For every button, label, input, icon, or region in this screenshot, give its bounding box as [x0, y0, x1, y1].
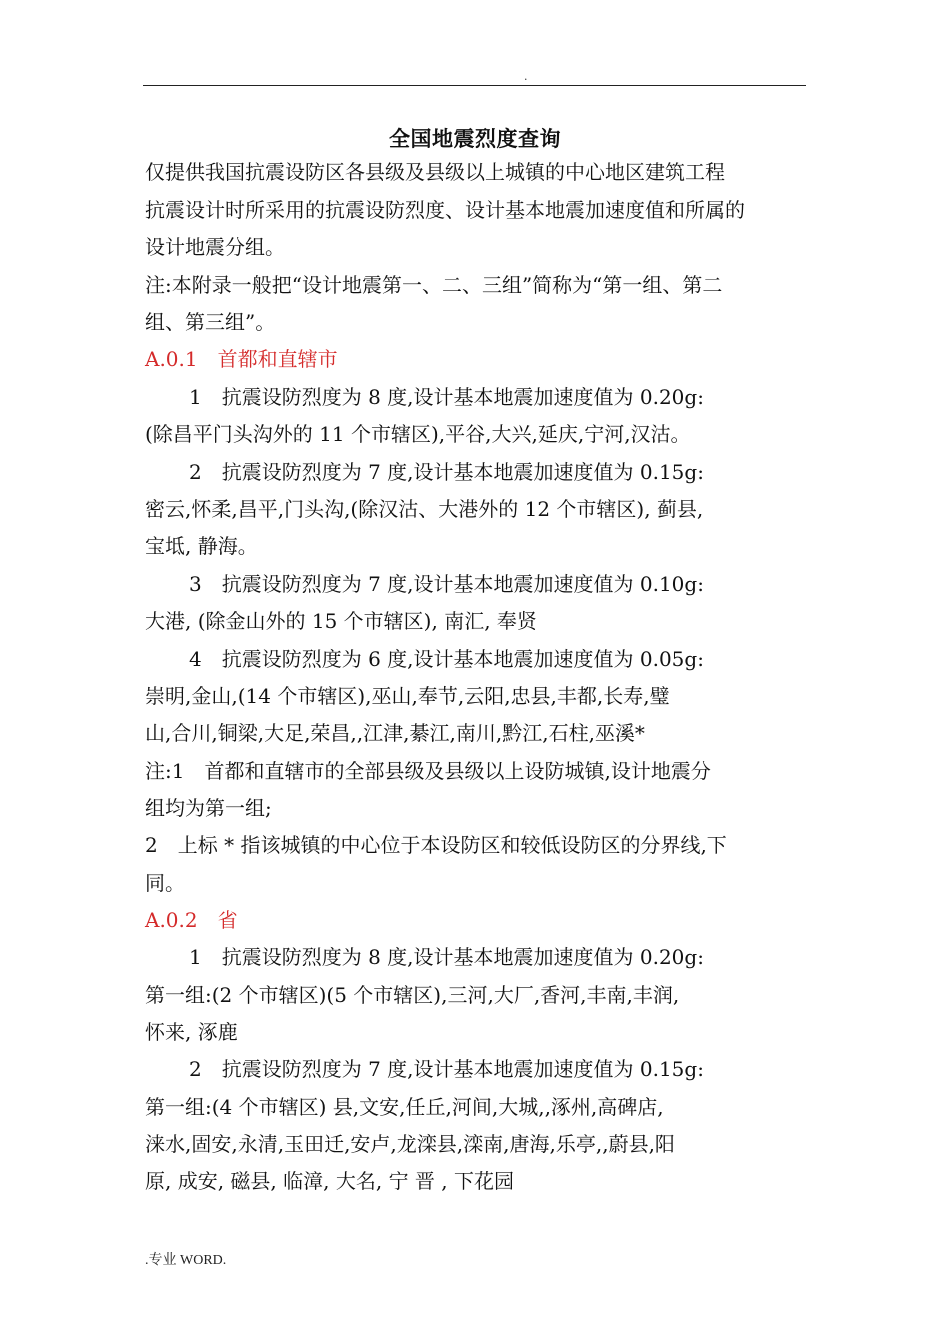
- note-line: 注:本附录一般把“设计地震第一、二、三组”简称为“第一组、第二: [145, 273, 723, 297]
- item-heading: 2 抗震设防烈度为 7 度,设计基本地震加速度值为 0.15g:: [189, 1057, 704, 1081]
- item-text: 大港, (除金山外的 15 个市辖区), 南汇, 奉贤: [145, 609, 537, 633]
- paragraph-line: 仅提供我国抗震设防区各县级及县级以上城镇的中心地区建筑工程: [145, 160, 725, 184]
- item-text: 第一组:(2 个市辖区)(5 个市辖区),三河,大厂,香河,丰南,丰润,: [145, 983, 680, 1007]
- item-heading: 1 抗震设防烈度为 8 度,设计基本地震加速度值为 0.20g:: [189, 945, 704, 969]
- note-line: 同。: [145, 871, 185, 895]
- item-text: (除昌平门头沟外的 11 个市辖区),平谷,大兴,延庆,宁河,汉沽。: [145, 422, 691, 446]
- paragraph-line: 抗震设计时所采用的抗震设防烈度、设计基本地震加速度值和所属的: [145, 198, 745, 222]
- item-text: 崇明,金山,(14 个市辖区),巫山,奉节,云阳,忠县,丰都,长寿,璧: [145, 684, 670, 708]
- note-line: 组、第三组”。: [145, 310, 276, 334]
- section-heading: A.0.2 省: [145, 908, 238, 932]
- item-heading: 2 抗震设防烈度为 7 度,设计基本地震加速度值为 0.15g:: [189, 460, 704, 484]
- footer-text: .专业 WORD.: [145, 1253, 227, 1268]
- item-heading: 3 抗震设防烈度为 7 度,设计基本地震加速度值为 0.10g:: [189, 572, 704, 596]
- item-text: 怀来, 涿鹿: [145, 1020, 238, 1044]
- item-heading: 1 抗震设防烈度为 8 度,设计基本地震加速度值为 0.20g:: [189, 385, 704, 409]
- item-text: 涞水,固安,永清,玉田迁,安卢,龙滦县,滦南,唐海,乐亭,,蔚县,阳: [145, 1132, 675, 1156]
- note-line: 2 上标 * 指该城镇的中心位于本设防区和较低设防区的分界线,下: [145, 833, 727, 857]
- item-text: 山,合川,铜梁,大足,荣昌,,江津,綦江,南川,黔江,石柱,巫溪*: [145, 721, 645, 745]
- item-text: 原, 成安, 磁县, 临漳, 大名, 宁 晋 , 下花园: [145, 1169, 515, 1193]
- item-text: 第一组:(4 个市辖区) 县,文安,任丘,河间,大城,,涿州,高碑店,: [145, 1095, 664, 1119]
- note-line: 注:1 首都和直辖市的全部县级及县级以上设防城镇,设计地震分: [145, 759, 711, 783]
- page-title: 全国地震烈度查询: [389, 126, 561, 151]
- item-heading: 4 抗震设防烈度为 6 度,设计基本地震加速度值为 0.05g:: [189, 647, 704, 671]
- paragraph-line: 设计地震分组。: [145, 235, 285, 259]
- item-text: 密云,怀柔,昌平,门头沟,(除汉沽、大港外的 12 个市辖区), 蓟县,: [145, 497, 704, 521]
- item-text: 宝坻, 静海。: [145, 534, 258, 558]
- header-rule: [143, 85, 806, 86]
- header-mark: .: [524, 70, 528, 83]
- note-line: 组均为第一组;: [145, 796, 272, 820]
- section-heading: A.0.1 首都和直辖市: [145, 347, 338, 371]
